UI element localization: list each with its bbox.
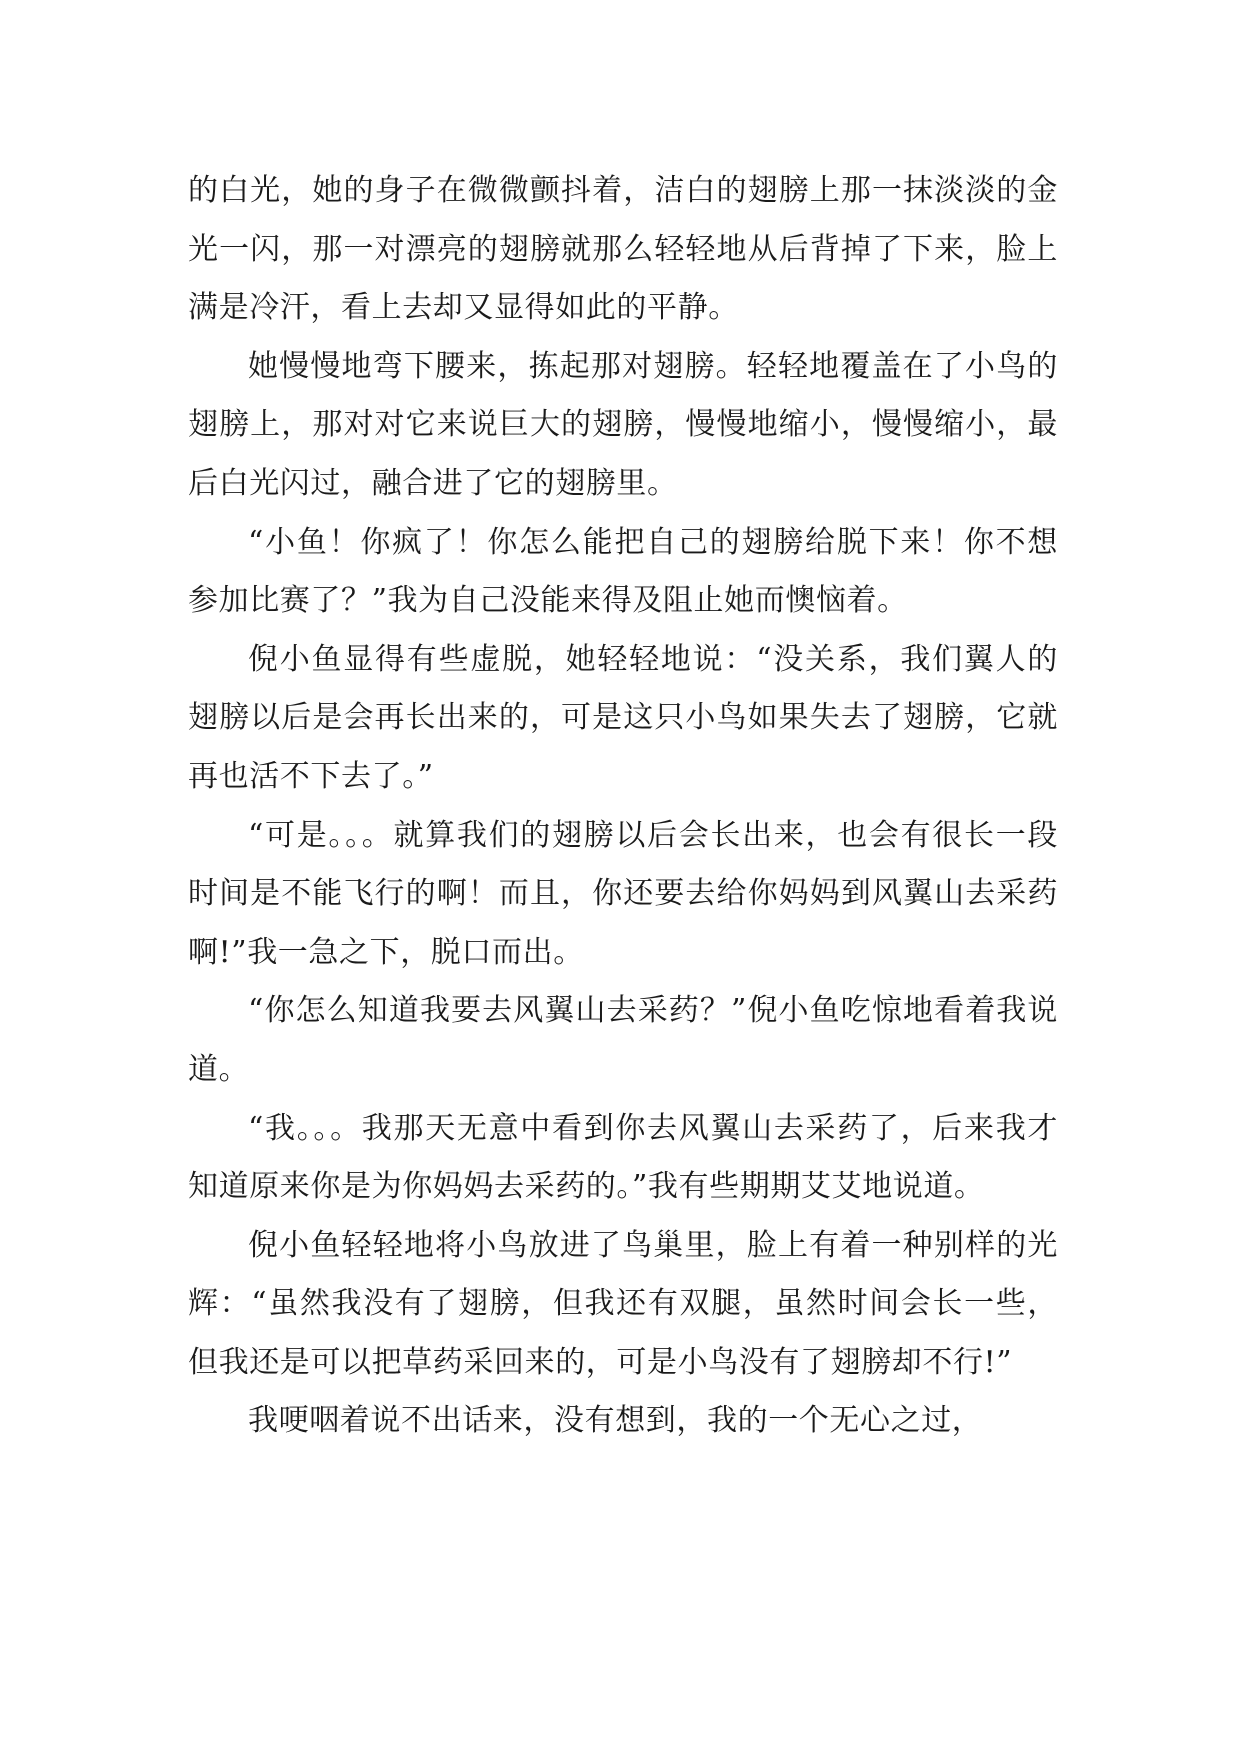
paragraph: 倪小鱼显得有些虚脱，她轻轻地说：“没关系，我们翼人的翅膀以后是会再长出来的，可是这只小鸟如果失去了翅膀，它就再也活不下去了。” xyxy=(188,641,1058,794)
paragraph: 倪小鱼轻轻地将小鸟放进了鸟巢里，脸上有着一种别样的光辉：“虽然我没有了翅膀，但我还有双腿，虽然时间会长一些，但我还是可以把草药采回来的，可是小鸟没有了翅膀却不行!” xyxy=(188,1227,1058,1380)
paragraph-dialogue: “可是。。。就算我们的翅膀以后会长出来，也会有很长一段时间是不能飞行的啊！而且，你还要去给你妈妈到风翼山去采药啊!”我一急之下，脱口而出。 xyxy=(188,817,1058,970)
paragraph-dialogue: “你怎么知道我要去风翼山去采药？”倪小鱼吃惊地看着我说道。 xyxy=(188,993,1058,1087)
paragraph: 她慢慢地弯下腰来，拣起那对翅膀。轻轻地覆盖在了小鸟的翅膀上，那对对它来说巨大的翅膀，慢慢地缩小，慢慢缩小，最后白光闪过，融合进了它的翅膀里。 xyxy=(188,348,1058,501)
paragraph-dialogue: “我。。。我那天无意中看到你去风翼山去采药了，后来我才知道原来你是为你妈妈去采药的。”我有些期期艾艾地说道。 xyxy=(188,1110,1058,1205)
paragraph-dialogue: “小鱼！你疯了！你怎么能把自己的翅膀给脱下来！你不想参加比赛了？”我为自己没能来得及阻止她而懊恼着。 xyxy=(188,524,1058,619)
paragraph-continuation: 的白光，她的身子在微微颤抖着，洁白的翅膀上那一抹淡淡的金光一闪，那一对漂亮的翅膀就那么轻轻地从后背掉了下来，脸上满是冷汗，看上去却又显得如此的平静。 xyxy=(188,173,1058,326)
paragraph: 我哽咽着说不出话来，没有想到，我的一个无心之过， xyxy=(248,1403,983,1439)
story-text xyxy=(188,162,1058,1451)
